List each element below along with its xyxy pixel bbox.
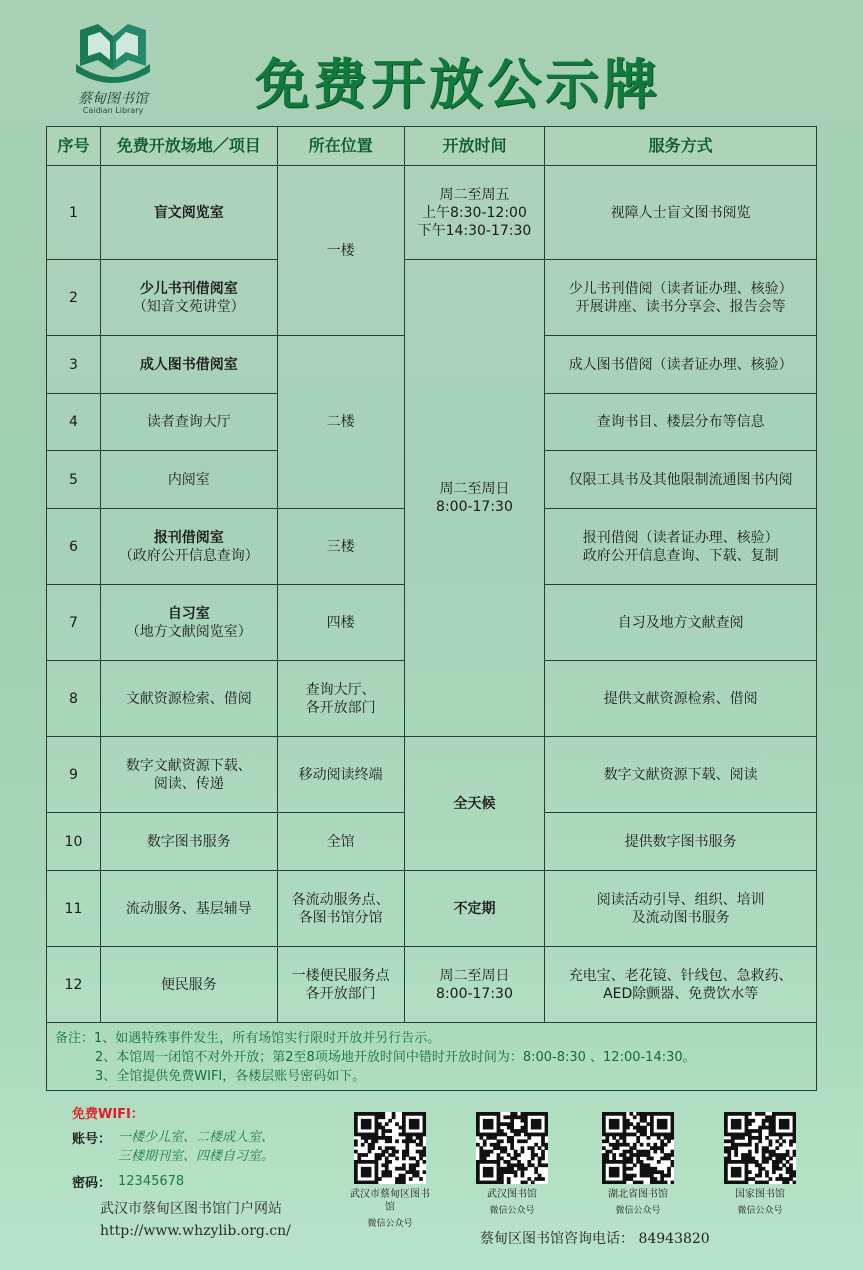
wifi-info [72, 1103, 332, 1191]
library-logo [58, 20, 168, 120]
service-line: 充电宝、老花镜、针线包、急救药、 [568, 967, 793, 984]
location-cell: 四楼 [277, 585, 404, 661]
col-header-hours: 开放时间 [404, 127, 545, 166]
hours-cell: 不定期 [404, 871, 545, 947]
venue-cell: 内阅室 [100, 451, 277, 509]
service-cell [545, 509, 817, 585]
venue-name: 自习室 [167, 605, 210, 622]
col-header-no: 序号 [47, 127, 101, 166]
note-line: 2、本馆周一闭馆不对外开放；第2至8项场地开放时间中错时开放时间为：8:00-8:30 、12:00-14:30。 [95, 1050, 696, 1065]
service-cell: 视障人士盲文图书阅览 [545, 166, 817, 260]
location-cell [277, 947, 404, 1023]
venue-cell [100, 260, 277, 336]
service-line: 开展讲座、读书分享会、报告会等 [575, 298, 786, 315]
location-cell: 全馆 [277, 813, 404, 871]
row-number: 3 [47, 336, 101, 394]
venue-note: （地方文献阅览室） [125, 623, 252, 640]
location-cell: 二楼 [277, 336, 404, 509]
location-line: 各流动服务点、 [291, 891, 390, 908]
service-line: 少儿书刊借阅（读者证办理、核验） [568, 280, 793, 297]
table-row [47, 737, 817, 813]
location-line: 各开放部门 [305, 985, 376, 1002]
hours-line: 上午8:30-12:00 [422, 204, 527, 221]
service-line: 阅读活动引导、组织、培训 [596, 891, 765, 908]
service-cell: 查询书目、楼层分布等信息 [545, 394, 817, 451]
row-number: 11 [47, 871, 101, 947]
table-row [47, 871, 817, 947]
qr-caption-sub: 微信公众号 [615, 1206, 661, 1216]
qr-caption: 武汉市蔡甸区图书馆 [350, 1189, 430, 1213]
venue-note: 阅读、传递 [153, 775, 224, 792]
hours-line: 下午14:30-17:30 [417, 222, 532, 239]
service-line: 报刊借阅（读者证办理、核验） [582, 529, 779, 546]
row-number: 7 [47, 585, 101, 661]
location-line: 查询大厅、 [305, 681, 376, 698]
service-cell: 提供数字图书服务 [545, 813, 817, 871]
qr-caption-sub: 微信公众号 [489, 1206, 535, 1216]
location-line: 一楼便民服务点 [291, 967, 390, 984]
venue-cell: 便民服务 [100, 947, 277, 1023]
venue-cell [100, 737, 277, 813]
table-header-row [47, 127, 817, 166]
venue-note: （政府公开信息查询） [118, 547, 259, 564]
venue-cell: 数字图书服务 [100, 813, 277, 871]
qr-caption-sub: 微信公众号 [737, 1206, 783, 1216]
website-name: 武汉市蔡甸区图书馆门户网站 [100, 1201, 282, 1217]
hours-line: 周二至周日 [439, 481, 510, 497]
wifi-password-value: 12345678 [118, 1174, 185, 1189]
hours-line: 8:00-17:30 [436, 985, 513, 1002]
service-line: AED除颤器、免费饮水等 [603, 985, 759, 1002]
venue-name: 数字文献资源下载、 [125, 757, 252, 774]
hotline: 蔡甸区图书馆咨询电话： 84943820 [480, 1231, 710, 1247]
table-row [47, 260, 817, 336]
service-cell: 仅限工具书及其他限制流通图书内阅 [545, 451, 817, 509]
hours-line: 周二至周五 [439, 186, 510, 203]
qr-caption: 湖北省图书馆 [608, 1189, 668, 1200]
website-url[interactable]: http://www.whzylib.org.cn/ [100, 1223, 291, 1239]
service-line: 及流动图书服务 [631, 909, 730, 926]
hours-cell [404, 260, 545, 737]
row-number: 6 [47, 509, 101, 585]
row-number: 1 [47, 166, 101, 260]
wifi-account-row [72, 1128, 332, 1166]
venue-cell: 文献资源检索、借阅 [100, 661, 277, 737]
wifi-account-line: 三楼期刊室、四楼自习室。 [118, 1149, 275, 1164]
venue-note: （知音文苑讲堂） [132, 298, 245, 315]
service-cell [545, 260, 817, 336]
hours-cell [404, 166, 545, 260]
row-number: 2 [47, 260, 101, 336]
wifi-account-value [118, 1128, 274, 1166]
qr-code-national[interactable] [720, 1112, 800, 1218]
wifi-heading: 免费WIFI： [72, 1107, 144, 1122]
row-number: 4 [47, 394, 101, 451]
library-logo-name: 蔡甸图书馆 [78, 91, 148, 107]
qr-code-icon [724, 1112, 796, 1184]
qr-caption-sub: 微信公众号 [367, 1219, 413, 1229]
venue-cell [100, 585, 277, 661]
qr-code-icon [476, 1112, 548, 1184]
note-line: 3、全馆提供免费WIFI，各楼层账号密码如下。 [95, 1069, 366, 1084]
wifi-password-row [72, 1172, 332, 1191]
hours-cell: 全天候 [404, 737, 545, 871]
service-cell: 自习及地方文献查阅 [545, 585, 817, 661]
location-line: 各开放部门 [305, 699, 376, 716]
wifi-account-label: 账号： [72, 1132, 112, 1147]
venue-cell: 成人图书借阅室 [100, 336, 277, 394]
location-cell: 移动阅读终端 [277, 737, 404, 813]
row-number: 5 [47, 451, 101, 509]
col-header-location: 所在位置 [277, 127, 404, 166]
qr-caption: 武汉图书馆 [487, 1189, 537, 1200]
location-cell: 一楼 [277, 166, 404, 336]
qr-code-caidian[interactable] [350, 1112, 430, 1231]
open-services-table [46, 126, 817, 1023]
service-cell [545, 871, 817, 947]
service-cell [545, 947, 817, 1023]
service-line: 政府公开信息查询、下载、复制 [582, 547, 779, 564]
qr-code-wuhan[interactable] [472, 1112, 552, 1218]
qr-caption: 国家图书馆 [735, 1189, 785, 1200]
library-logo-subtitle: Caidian Library [82, 106, 144, 115]
wifi-password-label: 密码： [72, 1176, 112, 1191]
service-cell: 成人图书借阅（读者证办理、核验） [545, 336, 817, 394]
row-number: 10 [47, 813, 101, 871]
hours-line: 周二至周日 [439, 967, 510, 984]
qr-code-icon [354, 1112, 426, 1184]
location-line: 各图书馆分馆 [298, 909, 383, 926]
qr-code-icon [602, 1112, 674, 1184]
book-leaf-icon [58, 20, 168, 88]
row-number: 9 [47, 737, 101, 813]
table-row [47, 166, 817, 260]
hours-cell [404, 947, 545, 1023]
location-cell [277, 661, 404, 737]
hours-line: 8:00-17:30 [436, 499, 513, 515]
venue-name: 报刊借阅室 [153, 529, 224, 546]
venue-name: 少儿书刊借阅室 [139, 280, 238, 297]
venue-cell: 流动服务、基层辅导 [100, 871, 277, 947]
col-header-venue: 免费开放场地／项目 [100, 127, 277, 166]
venue-cell [100, 509, 277, 585]
table-row [47, 947, 817, 1023]
row-number: 8 [47, 661, 101, 737]
qr-code-hubei[interactable] [598, 1112, 678, 1218]
website-info [100, 1198, 291, 1242]
service-cell: 数字文献资源下载、阅读 [545, 737, 817, 813]
notes-box [46, 1021, 817, 1091]
location-cell: 三楼 [277, 509, 404, 585]
row-number: 12 [47, 947, 101, 1023]
venue-cell: 读者查询大厅 [100, 394, 277, 451]
venue-cell: 盲文阅览室 [100, 166, 277, 260]
note-line: 备注：1、如遇特殊事件发生，所有场馆实行限时开放并另行告示。 [55, 1031, 441, 1046]
service-cell: 提供文献资源检索、借阅 [545, 661, 817, 737]
location-cell [277, 871, 404, 947]
wifi-account-line: 一楼少儿室、二楼成人室、 [118, 1130, 275, 1145]
col-header-service: 服务方式 [545, 127, 817, 166]
page-title: 免费开放公示牌 [255, 53, 661, 116]
